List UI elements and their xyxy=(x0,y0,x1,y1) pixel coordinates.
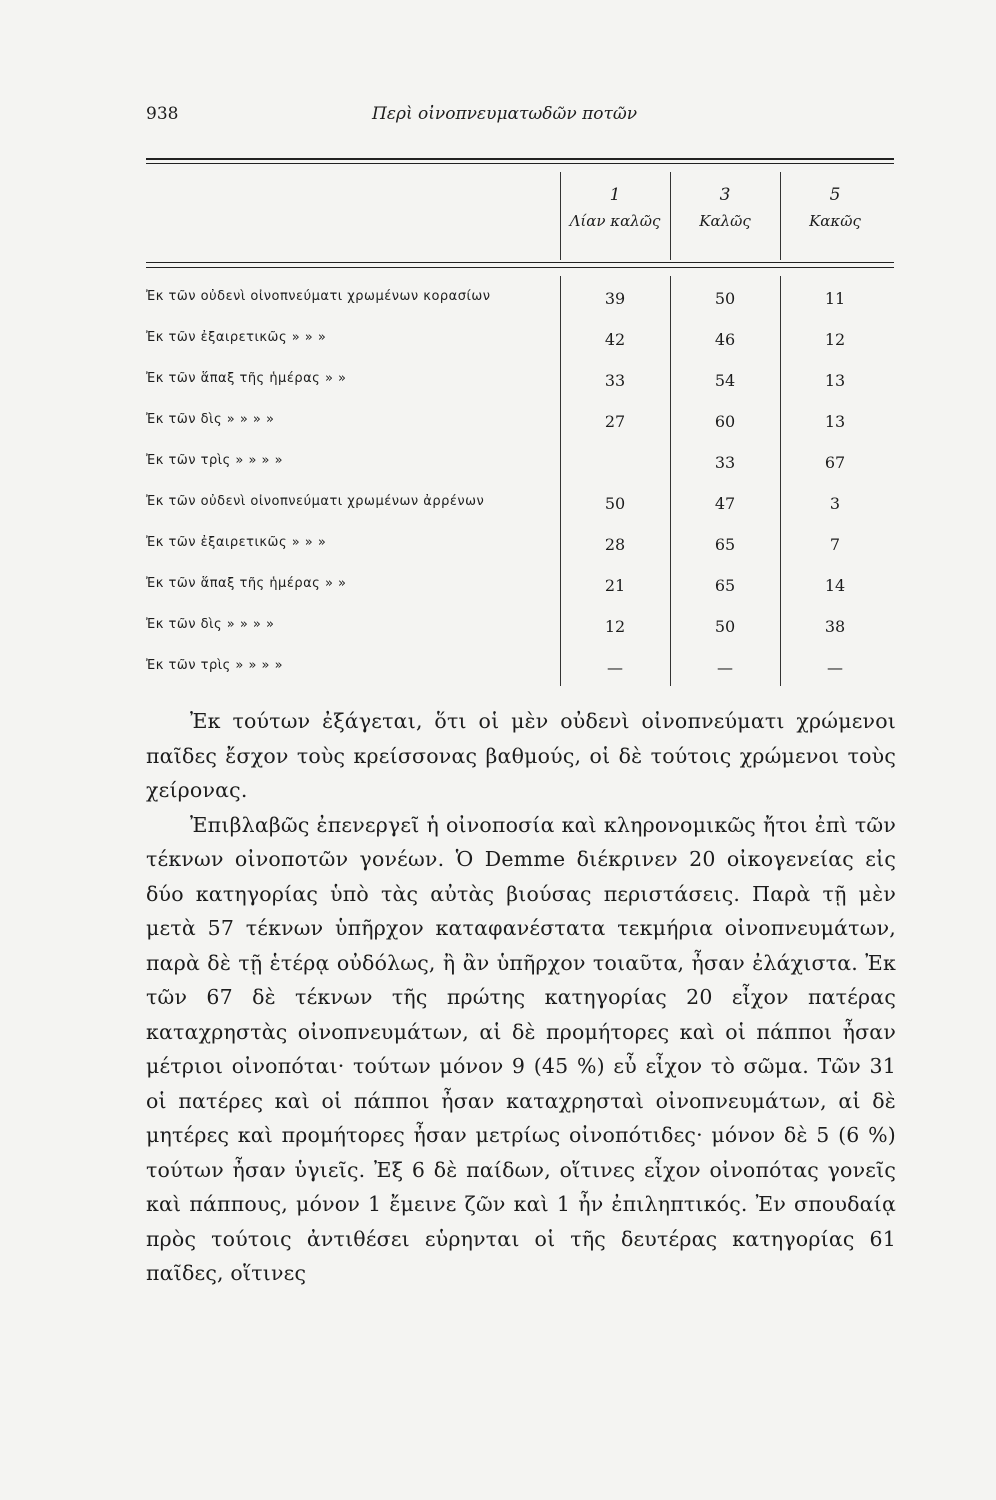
table-row xyxy=(146,322,894,363)
column-label: Κακῶς xyxy=(809,212,861,230)
cell-value: 39 xyxy=(604,289,626,308)
column-number: 3 xyxy=(719,185,731,205)
cell-value: 12 xyxy=(824,330,846,349)
row-label: Ἐκ τῶν οὐδενὶ οἰνοπνεύματι χρωμένων ἀρρένων xyxy=(146,494,485,509)
column-number: 1 xyxy=(609,185,621,205)
row-label: Ἐκ τῶν ἅπαξ τῆς ἡμέρας » » xyxy=(146,576,347,591)
table-row xyxy=(146,486,894,527)
table-row xyxy=(146,445,894,486)
table-top-rule xyxy=(146,158,894,160)
cell-value: 60 xyxy=(714,412,736,431)
cell-value: 13 xyxy=(824,412,846,431)
cell-value: 3 xyxy=(829,494,841,513)
cell-value: — xyxy=(717,658,733,677)
column-header xyxy=(780,182,890,234)
column-header xyxy=(560,182,670,234)
cell-value: 11 xyxy=(824,289,846,308)
column-label: Λίαν καλῶς xyxy=(569,212,661,230)
column-header xyxy=(670,182,780,234)
running-title: Περὶ οἰνοπνευματωδῶν ποτῶν xyxy=(372,104,638,124)
cell-value: 7 xyxy=(829,535,841,554)
header-rule xyxy=(146,262,894,263)
cell-value: 38 xyxy=(824,617,846,636)
row-label: Ἐκ τῶν ἅπαξ τῆς ἡμέρας » » xyxy=(146,371,347,386)
column-label: Καλῶς xyxy=(699,212,751,230)
table-top-rule-thin xyxy=(146,163,894,164)
cell-value: 21 xyxy=(604,576,626,595)
cell-value: — xyxy=(827,658,843,677)
cell-value: 28 xyxy=(604,535,626,554)
cell-value: 54 xyxy=(714,371,736,390)
page-number: 938 xyxy=(146,104,179,124)
table-row xyxy=(146,281,894,322)
cell-value: 50 xyxy=(714,289,736,308)
cell-value: 12 xyxy=(604,617,626,636)
table-row xyxy=(146,568,894,609)
cell-value: 46 xyxy=(714,330,736,349)
cell-value: 14 xyxy=(824,576,846,595)
table-row xyxy=(146,404,894,445)
cell-value: 33 xyxy=(604,371,626,390)
cell-value: 42 xyxy=(604,330,626,349)
cell-value: — xyxy=(607,658,623,677)
body-text xyxy=(146,704,896,1291)
table-row xyxy=(146,527,894,568)
cell-value: 50 xyxy=(714,617,736,636)
cell-value: 27 xyxy=(604,412,626,431)
row-label: Ἐκ τῶν δὶς » » » » xyxy=(146,617,275,632)
row-label: Ἐκ τῶν ἐξαιρετικῶς » » » xyxy=(146,535,327,550)
cell-value: 65 xyxy=(714,576,736,595)
row-label: Ἐκ τῶν οὐδενὶ οἰνοπνεύματι χρωμένων κορασίων xyxy=(146,289,491,304)
table-row xyxy=(146,363,894,404)
header-rule-thin xyxy=(146,267,894,268)
paragraph: Ἐπιβλαβῶς ἐπενεργεῖ ἡ οἰνοποσία καὶ κληρονομικῶς ἤτοι ἐπὶ τῶν τέκνων οἰνοποτῶν γονέων. Ὁ Demme διέκρινεν 20 οἰκογενείας εἰς δύο κατηγορίας ὑπὸ τὰς αὐτὰς βιούσας περιστάσεις. Παρὰ τῇ μὲν μετὰ 57 τέκνων ὑπῆρχον καταφανέστατα τεκμήρια οἰνοπνευμάτων, παρὰ δὲ τῇ ἑτέρᾳ οὐδόλως, ἢ ἂν ὑπῆρχον τοιαῦτα, ἦσαν ἐλάχιστα. Ἐκ τῶν 67 δὲ τέκνων τῆς πρώτης κατηγορίας 20 εἶχον πατέρας καταχρηστὰς οἰνοπνευμάτων, αἱ δὲ προμήτορες καὶ οἱ πάπποι ἦσαν μέτριοι οἰνοπόται· τούτων μόνον 9 (45 %) εὖ εἶχον τὸ σῶμα. Τῶν 31 οἱ πατέρες καὶ οἱ πάπποι ἦσαν καταχρησταὶ οἰνοπνευμάτων, αἱ δὲ μητέρες καὶ προμήτορες ἦσαν μετρίως οἰνοπότιδες· μόνον δὲ 5 (6 %) τούτων ἦσαν ὑγιεῖς. Ἐξ 6 δὲ παίδων, οἵτινες εἶχον οἰνοπότας γονεῖς καὶ πάππους, μόνον 1 ἔμεινε ζῶν καὶ 1 ἦν ἐπιληπτικός. Ἐν σπουδαίᾳ πρὸς τούτοις ἀντιθέσει εὑρηνται οἱ τῆς δευτέρας κατηγορίας 61 παῖδες, οἵτινες xyxy=(146,812,896,1285)
cell-value: 47 xyxy=(714,494,736,513)
row-label: Ἐκ τῶν τρὶς » » » » xyxy=(146,658,284,673)
row-label: Ἐκ τῶν ἐξαιρετικῶς » » » xyxy=(146,330,327,345)
cell-value: 33 xyxy=(714,453,736,472)
cell-value: 13 xyxy=(824,371,846,390)
table-row xyxy=(146,650,894,691)
table-row xyxy=(146,609,894,650)
row-label: Ἐκ τῶν τρὶς » » » » xyxy=(146,453,284,468)
cell-value: 67 xyxy=(824,453,846,472)
cell-value: 65 xyxy=(714,535,736,554)
paragraph: Ἐκ τούτων ἐξάγεται, ὅτι οἱ μὲν οὐδενὶ οἰνοπνεύματι χρώμενοι παῖδες ἔσχον τοὺς κρείσσονας βαθμούς, οἱ δὲ τούτοις χρώμενοι τοὺς χείρονας. xyxy=(146,709,896,802)
cell-value: 50 xyxy=(604,494,626,513)
row-label: Ἐκ τῶν δὶς » » » » xyxy=(146,412,275,427)
column-number: 5 xyxy=(829,185,841,205)
